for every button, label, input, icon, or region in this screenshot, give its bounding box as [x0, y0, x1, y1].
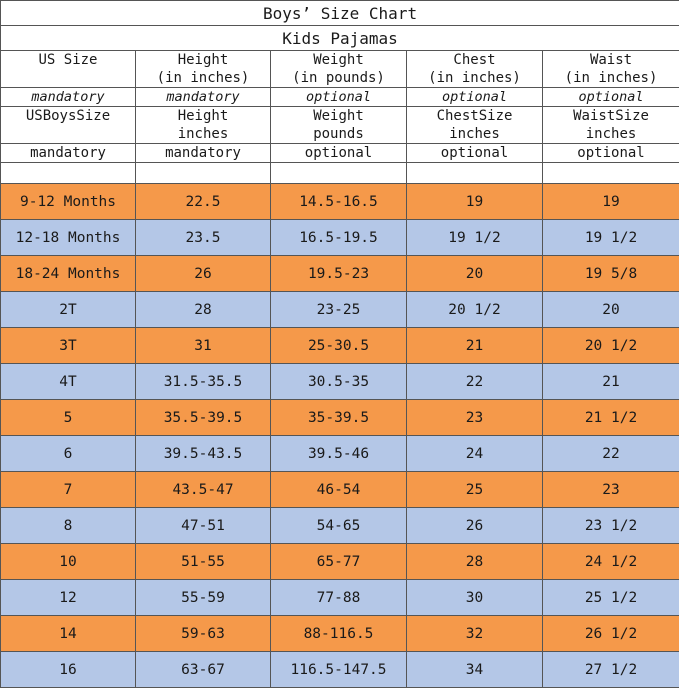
- weight-cell: 16.5-19.5: [271, 220, 407, 256]
- header-us-size-label: US Size: [38, 52, 98, 68]
- height-cell: 31.5-35.5: [136, 364, 271, 400]
- size-cell: 12: [1, 580, 136, 616]
- title-row: [1, 1, 679, 26]
- chest-cell: 26: [407, 508, 543, 544]
- key-chest-size-unit: inches: [449, 126, 500, 142]
- header-waist-label: Waist: [589, 52, 633, 68]
- subtitle-row: [1, 26, 679, 51]
- spacer-cell: [1, 163, 136, 184]
- waist-cell: 20 1/2: [543, 328, 679, 364]
- size-cell: 8: [1, 508, 136, 544]
- header-chest: [407, 51, 543, 88]
- requirement-italic-cell: mandatory: [136, 88, 271, 107]
- chest-cell: 24: [407, 436, 543, 472]
- weight-cell: 19.5-23: [271, 256, 407, 292]
- key-waist-size: [543, 107, 679, 144]
- chest-cell: 19 1/2: [407, 220, 543, 256]
- chest-cell: 20: [407, 256, 543, 292]
- spacer-cell: [136, 163, 271, 184]
- table-row: [1, 400, 679, 436]
- header-height: [136, 51, 271, 88]
- table-row: [1, 256, 679, 292]
- requirement-italic-cell: optional: [407, 88, 543, 107]
- waist-cell: 24 1/2: [543, 544, 679, 580]
- height-cell: 55-59: [136, 580, 271, 616]
- key-height-unit: inches: [177, 126, 229, 142]
- size-cell: 3T: [1, 328, 136, 364]
- weight-cell: 54-65: [271, 508, 407, 544]
- requirement-italic-cell: optional: [271, 88, 407, 107]
- requirement-plain-cell: optional: [271, 144, 407, 163]
- weight-cell: 25-30.5: [271, 328, 407, 364]
- height-cell: 59-63: [136, 616, 271, 652]
- table-row: [1, 364, 679, 400]
- height-cell: 39.5-43.5: [136, 436, 271, 472]
- spacer-row: [1, 163, 679, 184]
- chart-subtitle: Kids Pajamas: [1, 26, 679, 51]
- chest-cell: 23: [407, 400, 543, 436]
- size-cell: 2T: [1, 292, 136, 328]
- key-chest-size: [407, 107, 543, 144]
- waist-cell: 20: [543, 292, 679, 328]
- chest-cell: 28: [407, 544, 543, 580]
- chest-cell: 21: [407, 328, 543, 364]
- table-row: [1, 508, 679, 544]
- header-weight-label: Weight: [313, 52, 364, 68]
- chest-cell: 34: [407, 652, 543, 688]
- height-cell: 63-67: [136, 652, 271, 688]
- header-weight: [271, 51, 407, 88]
- height-cell: 43.5-47: [136, 472, 271, 508]
- waist-cell: 19 5/8: [543, 256, 679, 292]
- requirement-row-italic: [1, 88, 679, 107]
- key-height-label: Height: [177, 108, 229, 124]
- header-us-size: [1, 51, 136, 88]
- requirement-plain-cell: optional: [407, 144, 543, 163]
- waist-cell: 23 1/2: [543, 508, 679, 544]
- weight-cell: 23-25: [271, 292, 407, 328]
- waist-cell: 21: [543, 364, 679, 400]
- size-cell: 9-12 Months: [1, 184, 136, 220]
- waist-cell: 22: [543, 436, 679, 472]
- table-row: [1, 292, 679, 328]
- chart-title: Boys’ Size Chart: [1, 1, 679, 26]
- table-row: [1, 616, 679, 652]
- chest-cell: 32: [407, 616, 543, 652]
- key-weight-unit: pounds: [313, 126, 364, 142]
- table-row: [1, 436, 679, 472]
- header-weight-unit: (in pounds): [292, 70, 385, 86]
- requirement-plain-cell: mandatory: [136, 144, 271, 163]
- header-height-label: Height: [177, 52, 229, 68]
- requirement-plain-cell: optional: [543, 144, 679, 163]
- size-cell: 7: [1, 472, 136, 508]
- header-row-units: [1, 51, 679, 88]
- key-weight-label: Weight: [313, 108, 364, 124]
- spacer-cell: [543, 163, 679, 184]
- table-row: [1, 184, 679, 220]
- key-height: [136, 107, 271, 144]
- header-height-unit: (in inches): [156, 70, 250, 86]
- weight-cell: 39.5-46: [271, 436, 407, 472]
- header-chest-unit: (in inches): [428, 70, 521, 86]
- waist-cell: 21 1/2: [543, 400, 679, 436]
- weight-cell: 14.5-16.5: [271, 184, 407, 220]
- requirement-italic-cell: optional: [543, 88, 679, 107]
- chest-cell: 20 1/2: [407, 292, 543, 328]
- size-cell: 5: [1, 400, 136, 436]
- size-cell: 14: [1, 616, 136, 652]
- waist-cell: 23: [543, 472, 679, 508]
- chest-cell: 22: [407, 364, 543, 400]
- size-chart-body: [1, 1, 679, 688]
- key-us-boys-size-label: USBoysSize: [25, 108, 111, 124]
- table-row: [1, 220, 679, 256]
- height-cell: 26: [136, 256, 271, 292]
- chest-cell: 30: [407, 580, 543, 616]
- height-cell: 23.5: [136, 220, 271, 256]
- chest-cell: 25: [407, 472, 543, 508]
- header-waist: [543, 51, 679, 88]
- key-waist-size-label: WaistSize: [573, 108, 649, 124]
- key-chest-size-label: ChestSize: [436, 108, 513, 124]
- chest-cell: 19: [407, 184, 543, 220]
- key-weight: [271, 107, 407, 144]
- height-cell: 31: [136, 328, 271, 364]
- waist-cell: 25 1/2: [543, 580, 679, 616]
- header-chest-label: Chest: [453, 52, 496, 68]
- spacer-cell: [407, 163, 543, 184]
- header-row-keys: [1, 107, 679, 144]
- table-row: [1, 544, 679, 580]
- height-cell: 51-55: [136, 544, 271, 580]
- weight-cell: 30.5-35: [271, 364, 407, 400]
- table-row: [1, 472, 679, 508]
- requirement-row-plain: [1, 144, 679, 163]
- size-cell: 4T: [1, 364, 136, 400]
- waist-cell: 27 1/2: [543, 652, 679, 688]
- header-waist-unit: (in inches): [564, 70, 658, 86]
- waist-cell: 19 1/2: [543, 220, 679, 256]
- size-cell: 16: [1, 652, 136, 688]
- weight-cell: 65-77: [271, 544, 407, 580]
- weight-cell: 116.5-147.5: [271, 652, 407, 688]
- key-waist-size-unit: inches: [585, 126, 637, 142]
- waist-cell: 19: [543, 184, 679, 220]
- weight-cell: 88-116.5: [271, 616, 407, 652]
- requirement-italic-cell: mandatory: [1, 88, 136, 107]
- size-cell: 12-18 Months: [1, 220, 136, 256]
- size-cell: 18-24 Months: [1, 256, 136, 292]
- height-cell: 35.5-39.5: [136, 400, 271, 436]
- weight-cell: 46-54: [271, 472, 407, 508]
- spacer-cell: [271, 163, 407, 184]
- height-cell: 47-51: [136, 508, 271, 544]
- size-cell: 10: [1, 544, 136, 580]
- height-cell: 28: [136, 292, 271, 328]
- table-row: [1, 652, 679, 688]
- weight-cell: 35-39.5: [271, 400, 407, 436]
- waist-cell: 26 1/2: [543, 616, 679, 652]
- requirement-plain-cell: mandatory: [1, 144, 136, 163]
- table-row: [1, 580, 679, 616]
- key-us-boys-size: [1, 107, 136, 144]
- size-cell: 6: [1, 436, 136, 472]
- height-cell: 22.5: [136, 184, 271, 220]
- table-row: [1, 328, 679, 364]
- weight-cell: 77-88: [271, 580, 407, 616]
